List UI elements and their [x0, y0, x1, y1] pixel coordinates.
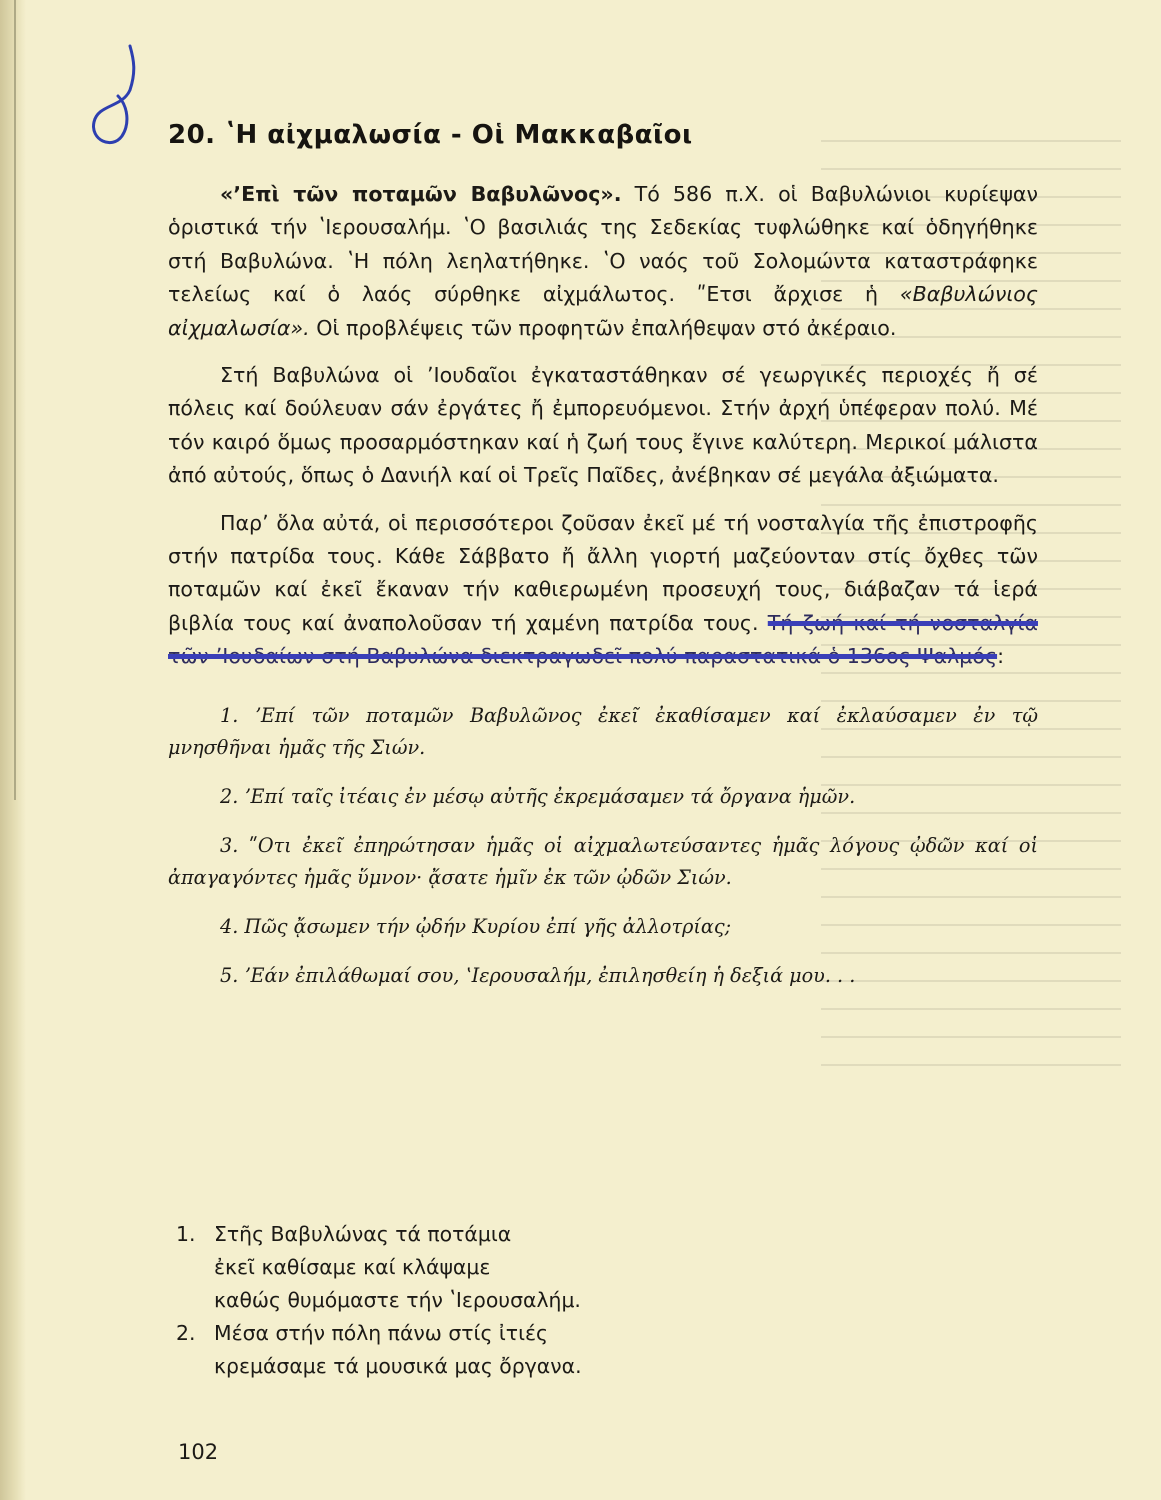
- psalm-verse: 1. ʼΕπί τῶν ποταμῶν Βαβυλῶνος ἐκεῖ ἐκαθίσαμεν καί ἐκλαύσαμεν ἐν τῷ μνησθῆναι ἡμᾶς τῆς Σιών.: [168, 703, 1038, 759]
- chapter-title: 20. ʽΗ αἰχμαλωσία - Οἱ Μακκαβαῖοι: [168, 120, 693, 150]
- psalm-verse: 2. ʼΕπί ταῖς ἰτέαις ἐν μέσῳ αὐτῆς ἐκρεμάσαμεν τά ὄργανα ἡμῶν.: [220, 784, 856, 808]
- page-content: [168, 120, 1038, 1009]
- translation-lines: [214, 1218, 581, 1317]
- translation-line: ἐκεῖ καθίσαμε καί κλάψαμε: [214, 1255, 491, 1279]
- psalm-verse: 5. ʼΕάν ἐπιλάθωμαί σου, ʽΙερουσαλήμ, ἐπιλησθείη ἡ δεξιά μου. . .: [220, 963, 856, 987]
- translation-line: καθώς θυμόμαστε τήν ʽΙερουσαλήμ.: [214, 1288, 581, 1312]
- paragraph-2: Στή Βαβυλώνα οἱ ʼΙουδαῖοι ἐγκαταστάθηκαν σέ γεωργικές περιοχές ἤ σέ πόλεις καί δούλευαν σάν ἐργάτες ἤ ἐμπορευόμενοι. Στήν ἀρχή ὑπέφεραν πολύ. Μέ τόν καιρό ὅμως προσαρμόστηκαν καί ἡ ζωή τους ἔγινε καλύτερη. Μερικοί μάλιστα ἀπό αὐτούς, ὅπως ὁ Δανιήλ καί οἱ Τρεῖς Παῖδες, ἀνέβηκαν σέ μεγάλα ἀξιώματα.: [168, 363, 1038, 488]
- handwritten-delta-mark: [78, 42, 148, 152]
- translation-lines: [214, 1317, 582, 1383]
- translation-item: [176, 1218, 776, 1317]
- translation-number: 1.: [176, 1222, 196, 1246]
- paragraph-1-text-b: Οἱ προβλέψεις τῶν προφητῶν ἐπαλήθεψαν στό ἀκέραιο.: [309, 315, 897, 340]
- modern-translation: [176, 1218, 776, 1383]
- psalm-verse: 4. Πῶς ᾄσωμεν τήν ᾠδήν Κυρίου ἐπί γῆς ἀλλοτρίας;: [220, 914, 732, 938]
- page-binding-edge: [0, 0, 26, 1500]
- paragraph-3-text: Παρʼ ὅλα αὐτά, οἱ περισσότεροι ζοῦσαν ἐκεῖ μέ τή νοσταλγία τῆς ἐπιστροφῆς στήν πατρίδα τους. Κάθε Σάββατο ἤ ἄλλη γιορτή μαζεύονταν στίς ὄχθες τῶν ποταμῶν καί ἐκεῖ ἔκαναν τήν καθιερωμένη προσευχή τους, διάβαζαν τά ἱερά βιβλία τους καί ἀναπολοῦσαν τή χαμένη πατρίδα τους.: [168, 510, 1038, 635]
- binding-line: [14, 0, 16, 800]
- paragraph-lead: «ʼΕπὶ τῶν ποταμῶν Βαβυλῶνος».: [220, 182, 622, 206]
- translation-line: Μέσα στήν πόλη πάνω στίς ἰτιές: [214, 1321, 548, 1345]
- paragraph-1-text-a: Τό 586 π.Χ. οἱ Βαβυλώνιοι κυρίεψαν ὁριστικά τήν ʽΙερουσαλήμ. ʽΟ βασιλιάς της Σεδεκίας τυφλώθηκε καί ὁδηγήθηκε στή Βαβυλώνα. ʽΗ πόλη λεηλατήθηκε. ʽΟ ναός τοῦ Σολομώντα καταστράφηκε τελείως καί ὁ λαός σύρθηκε αἰχμάλωτος. ʺΕτσι ἄρχισε ἡ: [168, 182, 1038, 307]
- psalm-verses: [168, 700, 1038, 992]
- paragraph-1-italic: «Βαβυλώνιος αἰχμαλωσία».: [168, 282, 1038, 340]
- paragraph-1: [168, 178, 1038, 345]
- page-number: 102: [178, 1440, 219, 1464]
- paragraph-3: [168, 507, 1038, 674]
- psalm-verse: 3. ʺΟτι ἐκεῖ ἐπηρώτησαν ἡμᾶς οἱ αἰχμαλωτεύσαντες ἡμᾶς λόγους ᾠδῶν καί οἱ ἀπαγαγόντες ἡμᾶς ὕμνον· ᾄσατε ἡμῖν ἐκ τῶν ᾠδῶν Σιών.: [168, 833, 1038, 889]
- translation-item: [176, 1317, 776, 1383]
- paragraph-3-end: :: [997, 644, 1005, 669]
- translation-line: Στῆς Βαβυλώνας τά ποτάμια: [214, 1222, 512, 1246]
- translation-number: 2.: [176, 1321, 196, 1345]
- struck-through-sentence: Τή ζωή καί τή νοσταλγία τῶν ʼΙουδαίων στή Βαβυλώνα διεκτραγωδεῖ πολύ παραστατικά ὁ 136ος Ψαλμός: [168, 610, 1038, 669]
- translation-line: κρεμάσαμε τά μουσικά μας ὄργανα.: [214, 1354, 582, 1378]
